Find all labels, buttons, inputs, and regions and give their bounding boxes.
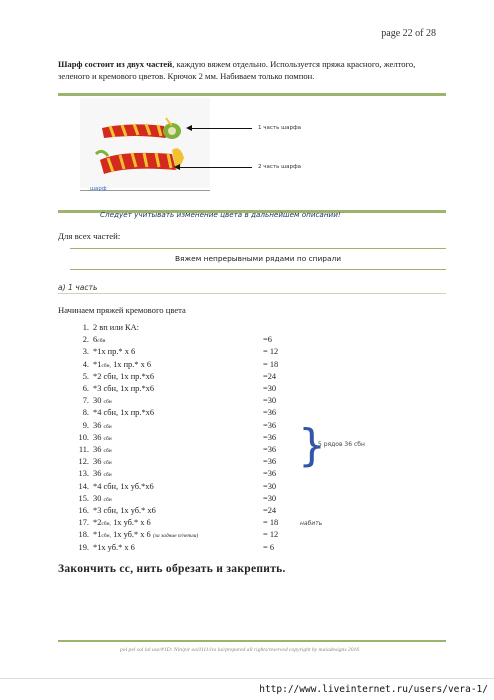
row-number: 9. xyxy=(82,420,89,430)
pattern-row xyxy=(70,360,151,369)
row-stitch-count: =36 xyxy=(263,445,277,454)
spiral-banner: Вяжем непрерывными рядами по спирали xyxy=(70,248,446,270)
row-instruction: *1 xyxy=(93,359,102,369)
row-instruction-cont: 1х пр.* х 6 xyxy=(111,359,152,369)
pattern-row xyxy=(70,396,112,405)
row-stitch-count: =24 xyxy=(263,506,277,515)
row-instruction: 36 xyxy=(93,469,104,479)
brace-note: 5 рядов 36 сбн xyxy=(318,441,365,448)
row-instruction: 36 xyxy=(93,420,104,430)
pattern-row xyxy=(70,494,112,503)
pattern-row xyxy=(70,518,151,527)
pattern-row xyxy=(70,482,154,491)
footer-copyright: pol pel sol lal use/#1D: Nin/pir ool1111/ivs lai/prepared all rights/reserved copyright by maiadesigns 2016 xyxy=(120,647,360,653)
row-number: 18. xyxy=(78,530,89,540)
page-indicator: page 22 of 28 xyxy=(381,28,436,39)
pattern-row xyxy=(70,543,135,552)
footer-divider xyxy=(58,640,446,642)
row-instruction: *3 сбн, 1х уб.* х6 xyxy=(93,506,156,515)
row-stitch-count: =36 xyxy=(263,420,277,430)
source-url-bar xyxy=(0,678,494,700)
row-instruction: 36 xyxy=(93,445,104,454)
row-stitch-count: =24 xyxy=(263,371,277,381)
pattern-row xyxy=(70,433,112,442)
pattern-row xyxy=(70,384,154,393)
stuff-note: набить xyxy=(300,520,323,527)
row-stitch-abbrev: сбн xyxy=(103,399,112,406)
for-all-parts-heading: Для всех частей: xyxy=(58,231,121,241)
row-stitch-count: = 6 xyxy=(263,542,275,552)
label-part-2: 2 часть шарфа xyxy=(258,164,302,170)
row-number: 7. xyxy=(82,396,89,406)
row-number: 5. xyxy=(82,371,89,381)
scarf-illustration xyxy=(80,98,210,188)
intro-rest: , каждую вяжем отдельно. Используется пряжа красного, желтого, зеленого и кремового цветов. Крючок 2 мм. Набиваем только помпон. xyxy=(58,59,416,81)
row-instruction: *1 xyxy=(93,530,102,540)
intro-paragraph xyxy=(58,58,440,82)
row-number: 4. xyxy=(82,359,89,369)
pattern-row xyxy=(70,469,112,478)
pattern-row xyxy=(70,335,105,344)
row-stitch-count: =30 xyxy=(263,396,277,406)
row-number: 14. xyxy=(78,481,89,491)
row-instruction: 36 xyxy=(93,457,104,467)
row-stitch-count: =30 xyxy=(263,384,277,393)
row-number: 17. xyxy=(78,518,89,528)
row-instruction: 30 xyxy=(93,396,104,406)
row-stitch-count: =36 xyxy=(263,408,277,418)
pattern-row xyxy=(70,347,135,356)
row-instruction-cont: 1х уб.* х 6 xyxy=(111,530,153,540)
section-divider xyxy=(58,293,446,294)
row-instruction: *2 xyxy=(93,518,102,528)
row-number: 1. xyxy=(82,323,89,332)
row-note: (за задние п/петли) xyxy=(152,533,199,540)
pattern-row xyxy=(70,408,154,417)
row-instruction: *4 сбн, 1х уб.*х6 xyxy=(93,481,154,491)
photo-caption: шарф xyxy=(90,186,107,192)
pattern-row xyxy=(70,372,154,381)
row-stitch-count: =36 xyxy=(263,432,277,442)
row-number: 3. xyxy=(82,347,89,357)
start-instruction: Начинаем пряжей кремового цвета xyxy=(58,305,186,315)
row-stitch-count: = 12 xyxy=(263,347,279,357)
row-instruction-cont: 1х уб.* х 6 xyxy=(111,518,151,528)
row-number: 19. xyxy=(78,542,89,552)
pattern-row xyxy=(70,445,112,454)
row-stitch-count: = 18 xyxy=(263,518,279,528)
row-stitch-count: = 12 xyxy=(263,530,279,540)
intro-bold: Шарф состоит из двух частей xyxy=(58,59,173,69)
pattern-row xyxy=(70,506,156,515)
row-number: 8. xyxy=(82,408,89,418)
scarf-photo xyxy=(80,98,210,188)
row-instruction: *2 сбн, 1х пр.*х6 xyxy=(93,371,155,381)
row-number: 12. xyxy=(78,457,89,467)
source-url[interactable]: http://www.liveinternet.ru/users/vera-1/ xyxy=(259,684,488,695)
row-stitch-abbrev: сбн xyxy=(97,338,106,345)
scarf-part-2-image xyxy=(96,148,184,174)
row-stitch-abbrev: сбн xyxy=(103,435,112,442)
right-brace-icon: } xyxy=(298,420,326,471)
row-stitch-count: =30 xyxy=(263,481,277,491)
row-instruction: 6 xyxy=(93,335,98,345)
row-instruction: *1х пр.* х 6 xyxy=(93,347,136,357)
row-instruction: 30 xyxy=(93,493,104,503)
pattern-row xyxy=(70,457,112,466)
row-number: 11. xyxy=(78,445,89,454)
arrow-part-2 xyxy=(178,167,252,168)
row-number: 10. xyxy=(78,432,89,442)
row-stitch-abbrev: сбн xyxy=(103,423,112,430)
finish-instruction: Закончить сс, нить обрезать и закрепить. xyxy=(58,563,286,575)
pattern-row xyxy=(70,323,139,332)
row-stitch-abbrev: сбн xyxy=(103,460,112,467)
row-stitch-abbrev: сбн, xyxy=(101,533,111,540)
arrow-part-1 xyxy=(190,128,252,129)
row-stitch-abbrev: сбн xyxy=(103,496,112,503)
row-number: 16. xyxy=(78,506,89,515)
row-stitch-abbrev: сбн xyxy=(103,472,112,479)
row-stitch-count: =6 xyxy=(263,335,272,345)
section-title: а) 1 часть xyxy=(58,283,98,292)
row-stitch-count: = 18 xyxy=(263,359,279,369)
row-instruction: *1х уб.* х 6 xyxy=(93,542,135,552)
arrowhead-part-2-icon xyxy=(174,164,180,170)
row-stitch-count: =36 xyxy=(263,457,277,467)
row-instruction: *4 сбн, 1х пр.*х6 xyxy=(93,408,155,418)
row-instruction: 2 вп или КА: xyxy=(93,323,140,332)
row-instruction: *3 сбн, 1х пр.*х6 xyxy=(93,384,155,393)
row-stitch-count: =30 xyxy=(263,493,277,503)
scarf-part-1-image xyxy=(102,118,181,139)
row-stitch-abbrev: сбн, xyxy=(101,362,111,369)
row-stitch-count: =36 xyxy=(263,469,277,479)
row-stitch-abbrev: сбн xyxy=(103,448,112,454)
row-number: 15. xyxy=(78,493,89,503)
arrowhead-part-1-icon xyxy=(186,125,192,131)
row-number: 2. xyxy=(82,335,89,345)
pattern-row xyxy=(70,530,198,539)
label-part-1: 1 часть шарфа xyxy=(258,125,302,131)
pattern-row xyxy=(70,421,112,430)
row-instruction: 36 xyxy=(93,432,104,442)
row-stitch-abbrev: сбн, xyxy=(101,521,111,528)
row-number: 6. xyxy=(82,384,89,393)
row-number: 13. xyxy=(78,469,89,479)
figure-note: Следует учитывать изменение цвета в дальнейшем описании! xyxy=(100,210,341,219)
